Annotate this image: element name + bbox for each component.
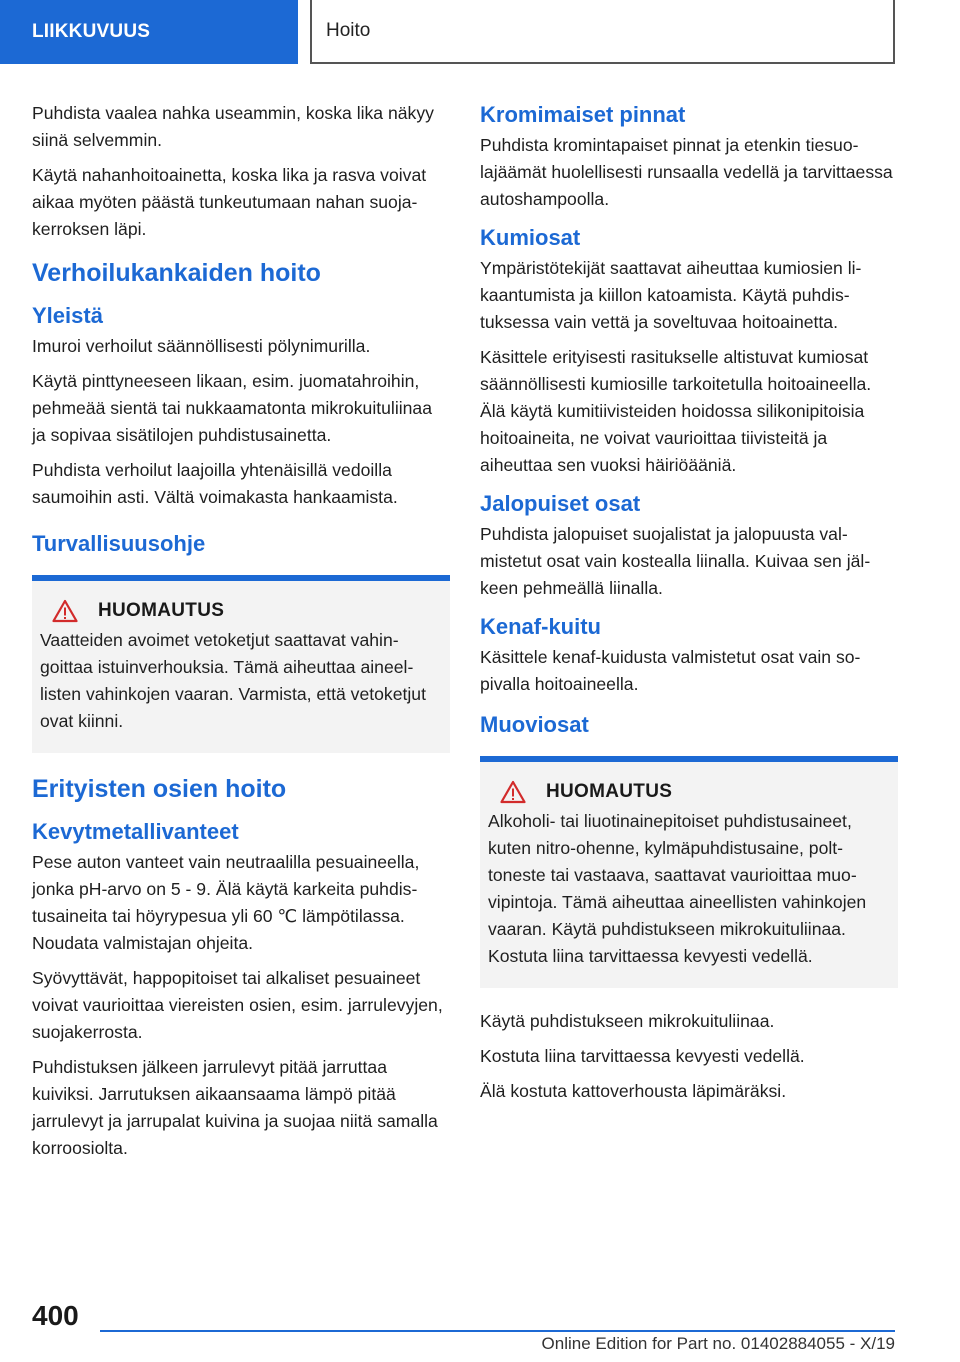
subheading-kevytmetallivanteet: Kevytmetallivanteet [32, 819, 239, 844]
paragraph: Puhdistuksen jälkeen jarrulevyt pitää jarruttaa kuiviksi. Jarrutuksen aikaansaama lämpö pitää jarrulevyt ja jarrupalat kuivina ja suojaa niitä samalla korroosiolta. [32, 1057, 438, 1158]
paragraph: Käytä puhdistukseen mikrokuituliinaa. [480, 1011, 775, 1031]
warning-title: HUOMAUTUS [98, 600, 225, 621]
subheading-yleista: Yleistä [32, 303, 103, 328]
paragraph: Puhdista vaalea nahka useammin, koska lika näkyy siinä selvemmin. [32, 103, 434, 150]
paragraph: Käsittele kenaf-kuidusta valmistetut osat vain sopivalla hoitoaineella. [480, 647, 861, 694]
footer-edition: Online Edition for Part no. 01402884055 - X/19 [541, 1334, 895, 1353]
section-tab [0, 0, 298, 64]
page-number: 400 [32, 1300, 79, 1331]
left-column [32, 100, 450, 1170]
paragraph: Imuroi verhoilut säännöllisesti pölynimurilla. [32, 336, 371, 356]
right-column [480, 100, 898, 1113]
paragraph: Käytä nahanhoitoainetta, koska lika ja rasva voivat aikaa myöten päästä tunkeutumaan nahan suojakerroksen läpi. [32, 165, 427, 239]
warning-triangle-icon [500, 780, 526, 804]
paragraph: Kostuta liina tarvittaessa kevyesti vedellä. [480, 1046, 805, 1066]
paragraph: Puhdista verhoilut laajoilla yhtenäisillä vedoilla saumoihin asti. Vältä voimakasta hankaamista. [32, 460, 398, 507]
section-heading-erityisten: Erityisten osien hoito [32, 775, 287, 803]
paragraph: Ympäristötekijät saattavat aiheuttaa kumiosien likaantumista ja kiillon katoamista. Käytä puhdistuksessa vain vettä ja soveltuvaa hoitoainetta. [480, 258, 862, 332]
paragraph: Käsittele erityisesti rasitukselle altistuvat kumiosat säännöllisesti kumiosille tarkoitetulla hoitoaineella. Älä käytä kumitiivisteiden hoidossa silikonipitoisia hoitoaineita, ne voivat vaurioittaa tiivisteitä ja aiheuttaa sen vuoksi häiriöääniä. [480, 347, 872, 475]
paragraph: Puhdista jalopuiset suojalistat ja jalopuusta valmistetut osat vain kostealla liinalla. Kuivaa sen jälkeen pehmeällä liinalla. [480, 524, 871, 598]
warning-text: Alkoholi- tai liuotinainepitoiset puhdistusaineet, kuten nitro-ohenne, kylmäpuhdistusaine, polttoneste tai vastaava, saattavat vaurioittaa muovipintoja. Tämä aiheuttaa aineellisten vahinkojen vaaran. Käytä puhdistukseen mikrokuituliinaa. Kostuta liina tarvittaessa kevyesti vedellä. [488, 811, 867, 966]
warning-box [480, 756, 898, 988]
footer-divider [100, 1330, 895, 1332]
warning-title: HUOMAUTUS [546, 781, 673, 802]
subheading-muoviosat: Muoviosat [480, 712, 589, 737]
page-header [310, 0, 895, 64]
paragraph: Pese auton vanteet vain neutraalilla pesuaineella, jonka pH-arvo on 5 - 9. Älä käytä karkeita puhdistusaineita tai höyrypesua yli 60 ℃ lämpötilassa. Noudata valmistajan ohjeita. [32, 852, 420, 953]
paragraph: Puhdista kromintapaiset pinnat ja etenkin tiesuolajäämät huolellisesti runsaalla vedellä ja tarvittaessa autoshampoolla. [480, 135, 893, 209]
paragraph: Älä kostuta kattoverhousta läpimäräksi. [480, 1081, 787, 1101]
section-heading-verhoilu: Verhoilukankaiden hoito [32, 259, 321, 287]
warning-box [32, 575, 450, 753]
page-header-title: Hoito [326, 20, 371, 41]
section-label: LIIKKUVUUS [32, 21, 151, 42]
subheading-jalopuiset: Jalopuiset osat [480, 491, 641, 516]
subheading-turvallisuusohje: Turvallisuusohje [32, 531, 206, 556]
warning-triangle-icon [52, 599, 78, 623]
paragraph: Käytä pinttyneeseen likaan, esim. juomatahroihin, pehmeää sientä tai nukkaamatonta mikrokuituliinaa ja sopivaa sisätilojen puhdistusainetta. [32, 371, 433, 445]
warning-text: Vaatteiden avoimet vetoketjut saattavat vahingoittaa istuinverhouksia. Tämä aiheuttaa aineellisten vahinkojen vaaran. Varmista, että vetoketjut ovat kiinni. [40, 630, 426, 731]
subheading-kumiosat: Kumiosat [480, 225, 581, 250]
warning-header [40, 599, 444, 623]
warning-header [488, 780, 892, 804]
paragraph: Syövyttävät, happopitoiset tai alkaliset pesuaineet voivat vaurioittaa viereisten osien, esim. jarrulevyjen, suojakerrosta. [32, 968, 443, 1042]
subheading-kromimaiset: Kromimaiset pinnat [480, 102, 686, 127]
subheading-kenaf: Kenaf-kuitu [480, 614, 601, 639]
